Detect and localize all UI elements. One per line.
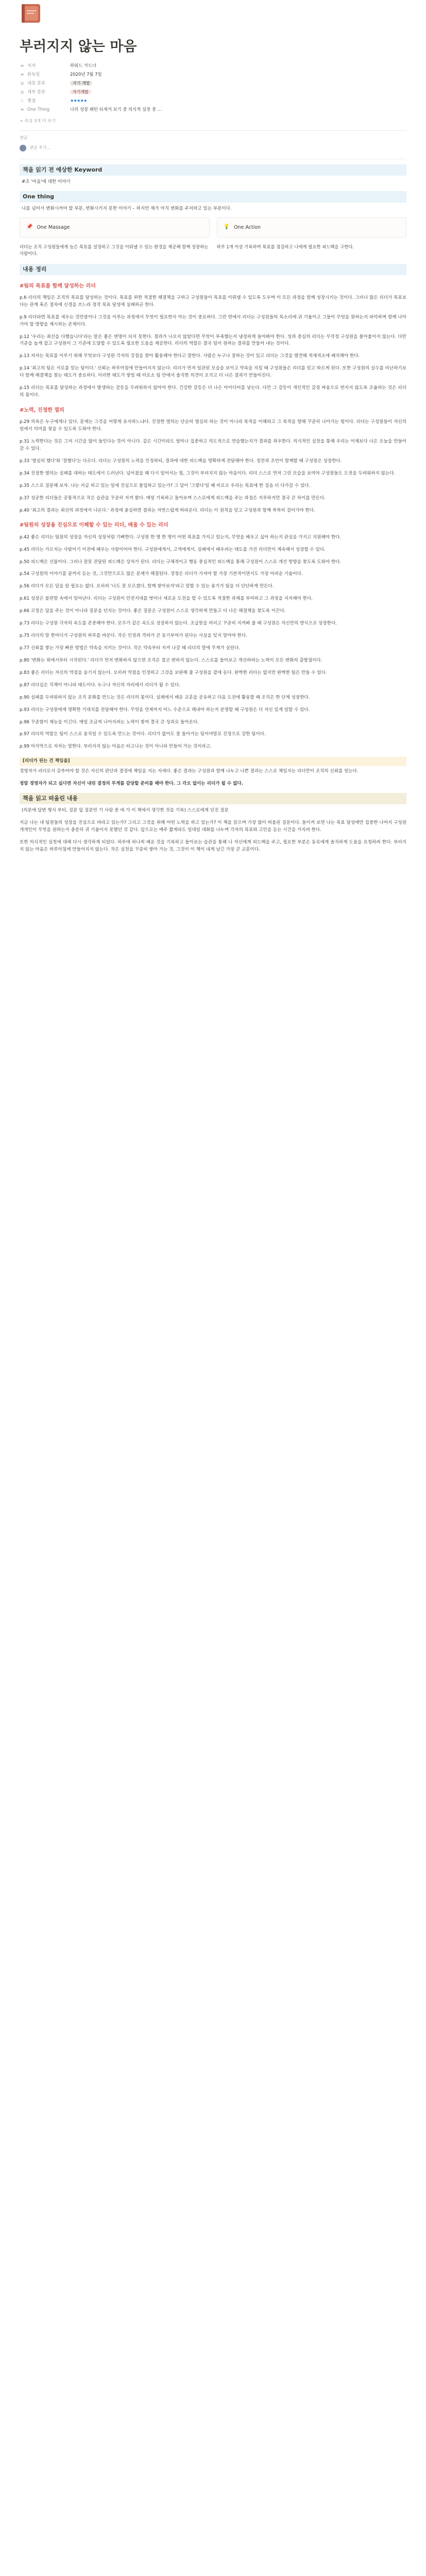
property-row[interactable] bbox=[20, 71, 406, 79]
paragraph: p.80 '변화는 위에서부터 시작된다.' 리더가 먼저 변화하지 않으면 조직은 결코 변하지 않는다. 스스로를 돌아보고 개선하려는 노력이 모든 변화의 출발점이다. bbox=[20, 657, 322, 663]
paragraph: p.40 '최고의 결과는 최선의 과정에서 나온다.' 과정에 충실하면 결과는 자연스럽게 따라온다. 리더는 이 원칙을 믿고 구성원과 함께 묵묵히 걸어가야 한다. bbox=[20, 507, 315, 513]
one-message-callout bbox=[20, 217, 210, 237]
property-icon: ≡ bbox=[20, 63, 24, 68]
paragraph: p.35 스스로 질문해 보자. 나는 지금 하고 있는 일에 진심으로 몰입하고 있는가? 그 답이 '그렇다'일 때 비로소 우리는 목표에 한 걸음 더 다가갈 수 있다. bbox=[20, 483, 311, 488]
summary-heading: 내용 정리 bbox=[20, 264, 406, 275]
keyword-heading: 책을 읽기 전 예상한 Keyword bbox=[20, 164, 406, 176]
paragraph: p.61 성장은 불편함 속에서 일어난다. 리더는 구성원이 안전지대를 벗어나 새로운 도전을 할 수 있도록 적절한 과제를 부여하고 그 과정을 지지해야 한다. bbox=[20, 596, 313, 602]
one-action-label: One Action bbox=[233, 224, 261, 230]
one-message-label: One Massage bbox=[37, 224, 70, 230]
book-icon[interactable] bbox=[20, 3, 42, 24]
paragraph: 또한 의식적인 실천에 대해 다시 생각하게 되었다. 하루에 하나씩 배운 것을 기록하고 돌아보는 습관을 통해 나 자신에게 피드백을 주고, 필요한 부분은 동료에게 솔직하게 도움을 요청하려 한다. 부러지지 않는 마음은 하루아침에 만들어지지 않는다. 작은 실천을 꾸준히 쌓아 가는 것, 그것이 이 책이 내게 남긴 가장 큰 교훈이다. bbox=[20, 839, 406, 852]
onething-text: 나를 넘어서 변화시켜야 할 부분, 변화시키지 못한 이야기 – 하지만 제가 아직 변화를 주저하고 있는 부분이다. bbox=[22, 206, 232, 211]
property-icon: ◎ bbox=[20, 80, 24, 86]
property-name: ◎ 세부 분류 bbox=[20, 89, 70, 96]
property-name: ≡ 저자 bbox=[20, 62, 70, 70]
callout-text-row bbox=[20, 244, 406, 258]
paragraph: p.50 피드백은 선물이다. 그러나 잘못 전달된 피드백은 상처가 된다. 리더는 구체적이고 행동 중심적인 피드백을 통해 구성원이 스스로 개선 방향을 찾도록 도와야 한다. bbox=[20, 559, 342, 565]
paragraph: p.73 리더는 구성원 각자의 속도를 존중해야 한다. 모두가 같은 속도로 성장하지 않는다. 조급함을 버리고 꾸준히 지켜봐 줄 때 구성원은 자신만의 방식으로 성장한다. bbox=[20, 621, 337, 626]
one-action-text: 하루 1개 이상 기록하며 목표를 점검하고 나에게 필요한 피드백을 구한다. bbox=[216, 244, 354, 249]
paragraph: p.93 리더는 구성원에게 명확한 기대치를 전달해야 한다. 무엇을 언제까지 어느 수준으로 해내야 하는지 분명할 때 구성원은 더 자신 있게 일할 수 있다. bbox=[20, 707, 310, 713]
one-action-callout bbox=[217, 217, 407, 237]
paragraph: p.97 리더의 역할은 팀이 스스로 움직일 수 있도록 만드는 것이다. 리더가 없어도 잘 돌아가는 팀이야말로 진정으로 강한 팀이다. bbox=[20, 732, 266, 737]
property-row[interactable] bbox=[20, 79, 406, 88]
paragraph: p.75 리더의 말 한마디가 구성원의 하루를 바꾼다. 작은 인정과 격려가 큰 동기부여가 된다는 사실을 잊지 말아야 한다. bbox=[20, 633, 247, 639]
paragraph: p.56 리더가 모든 답을 알 필요는 없다. 오히려 '나도 잘 모르겠다, 함께 찾아보자'라고 말할 수 있는 용기가 팀을 더 단단하게 만든다. bbox=[20, 584, 274, 589]
onething-heading: One thing bbox=[20, 191, 406, 202]
after-reading-body bbox=[20, 820, 406, 854]
property-value[interactable]: 2020년 7월 7일 bbox=[70, 72, 102, 77]
paragraph: p.83 좋은 리더는 자신의 약점을 숨기지 않는다. 오히려 약점을 인정하고 그것을 보완해 줄 구성원을 곁에 둔다. 완벽한 리더는 없지만 완벽한 팀은 만들 수 있다. bbox=[20, 670, 327, 675]
pin-icon: 📌 bbox=[26, 224, 33, 230]
comment-input-row[interactable] bbox=[20, 145, 406, 151]
section-heading-2: #노력, 진정한 열의 bbox=[20, 408, 64, 413]
paragraph: p.9 리더라면 목표를 세우는 것만큼이나 그것을 이루는 과정에서 무엇이 필요한지 아는 것이 중요하다. 그런 면에서 리더는 구성원들의 목소리에 귀 기울이고 그들이 무엇을 원하는지 파악하며 함께 나아가야 할 방향을 제시하는 존재이다. bbox=[20, 314, 406, 327]
property-list bbox=[20, 62, 406, 114]
property-icon: ◎ bbox=[20, 89, 24, 94]
paragraph: p.13 저자는 목표를 이루기 위해 무엇보다 구성원 각자의 강점을 찾아 활용해야 한다고 말한다. 사람은 누구나 잘하는 것이 있고 리더는 그것을 발견해 적재적소에 배치해야 한다. bbox=[20, 353, 360, 359]
after-reading-heading: 책을 읽고 떠올린 내용 bbox=[20, 793, 406, 804]
property-row[interactable] bbox=[20, 97, 406, 106]
paragraph: p.45 리더는 가르치는 사람이기 이전에 배우는 사람이어야 한다. 구성원에게서, 고객에게서, 실패에서 배우려는 태도를 가진 리더만이 계속해서 성장할 수 있다. bbox=[20, 547, 326, 552]
property-value[interactable]: 자기계발 bbox=[70, 89, 91, 96]
paragraph: p.14 '최고의 팀은 서로를 믿는 팀이다.' 신뢰는 하루아침에 만들어지지 않는다. 리더가 먼저 일관된 모습을 보이고 약속을 지킬 때 구성원들은 리더를 믿고 따르게 된다. 또한 구성원의 실수를 비난하기보다 함께 해결책을 찾는 태도가 중요하다. 이러한 태도가 쌓일 때 비로소 팀 안에서 솔직한 의견이 오가고 더 나은 결과가 만들어진다. bbox=[20, 366, 406, 379]
paragraph: p.54 구성원의 이야기를 끝까지 듣는 것, 그것만으로도 많은 문제가 해결된다. 경청은 리더가 가져야 할 가장 기본적이면서도 가장 어려운 기술이다. bbox=[20, 571, 303, 577]
one-message-text: 리더는 조직 구성원들에게 높은 목표를 설정하고 그것을 이뤄낼 수 있는 환경을 제공해 함께 성장하는 사람이다. bbox=[20, 244, 209, 257]
after-reading-quote: (의문에 답변 형식 부터, 질문 앞 질문만 기 사람 중 에 가 이 책에서 생각한 것을 기록) 스스로에게 던진 질문 bbox=[22, 807, 229, 813]
paragraph: p.31 노력한다는 것은 그저 시간을 많이 들인다는 뜻이 아니다. 같은 시간이라도 얼마나 집중하고 의도적으로 연습했는지가 결과를 좌우한다. 의식적인 실천을 통해 우리는 어제보다 나은 오늘을 만들어 갈 수 있다. bbox=[20, 439, 406, 451]
paragraph: p.96 꾸준함이 재능을 이긴다. 매일 조금씩 나아지려는 노력이 쌓여 결국 큰 성과로 돌아온다. bbox=[20, 719, 199, 725]
avatar bbox=[20, 145, 26, 151]
section-heading-1: #팀의 목표를 함께 달성하는 리더 bbox=[20, 283, 96, 289]
paragraph: p.12 '우리는 최선을 다했습니다'라는 말은 좋은 변명이 되지 못한다. 결과가 나오지 않았다면 무엇이 부족했는지 냉정하게 돌아봐야 한다. 성과 중심의 리더는 무작정 구성원을 몰아붙이지 않는다. 다만 기준을 높게 잡고 구성원이 그 기준에 도달할 수 있도록 필요한 도움을 제공한다. 리더의 역할은 결국 팀이 원하는 결과를 만들어 내는 것이다. bbox=[20, 334, 406, 347]
property-icon: ☆ bbox=[20, 98, 24, 103]
reference-text: 경영자가 리더로서 갖추어야 할 것은 자신의 판단과 결정에 책임을 지는 자세다. 좋은 결과는 구성원과 함께 나누고 나쁜 결과는 스스로 책임지는 리더만이 조직의 신뢰를 얻는다. bbox=[20, 769, 359, 774]
property-icon: ≡ bbox=[20, 72, 24, 77]
page-cover bbox=[0, 0, 426, 9]
callout-pair bbox=[20, 217, 406, 237]
section-body-2 bbox=[20, 419, 406, 514]
paragraph: p.77 신뢰를 쌓는 가장 빠른 방법은 약속을 지키는 것이다. 작은 약속부터 지켜 나갈 때 리더의 말에 무게가 실린다. bbox=[20, 645, 240, 651]
property-name: ◎ 대표 분류 bbox=[20, 80, 70, 87]
more-properties-link[interactable]: + 속성 3개 더 보기 bbox=[20, 117, 56, 123]
paragraph: p.34 진정한 열의는 실패를 대하는 태도에서 드러난다. 넘어졌을 때 다시 일어서는 힘, 그것이 부러지지 않는 마음이다. 리더 스스로 먼저 그런 모습을 보여야 구성원들도 도전을 두려워하지 않는다. bbox=[20, 470, 396, 476]
paragraph: p.29 의욕은 누구에게나 있다. 문제는 그것을 어떻게 유지하느냐다. 진정한 열의는 단순히 열심히 하는 것이 아니라 목적을 이해하고 그 목적을 향해 꾸준히 나아가는 힘이다. 리더는 구성원들이 자신의 일에서 의미를 찾을 수 있도록 도와야 한다. bbox=[20, 419, 406, 432]
comments-label: 댓글 bbox=[20, 135, 28, 141]
property-name: ≡ One Thing bbox=[20, 106, 70, 113]
page-title: 부러지지 않는 마음 bbox=[20, 39, 137, 55]
property-row[interactable] bbox=[20, 106, 406, 114]
page bbox=[0, 0, 426, 879]
paragraph: p.42 좋은 리더는 팀원의 성장을 자신의 성장처럼 기뻐한다. 구성원 한 명 한 명이 어떤 목표를 가지고 있는지, 무엇을 배우고 싶어 하는지 관심을 가지고 지원해야 한다. bbox=[20, 534, 342, 540]
paragraph: p.90 실패를 두려워하지 않는 조직 문화를 만드는 것은 리더의 몫이다. 실패에서 배운 교훈을 공유하고 다음 도전에 활용할 때 조직은 한 단계 성장한다. bbox=[20, 694, 310, 700]
paragraph: p.33 '열심히 했다'와 '잘했다'는 다르다. 리더는 구성원의 노력을 인정하되, 결과에 대한 피드백을 명확하게 전달해야 한다. 칭찬과 조언이 함께할 때 구성원은 성장한다. bbox=[20, 458, 342, 464]
property-name: ☆ 별점 bbox=[20, 97, 70, 105]
paragraph: p.6 리더의 책임은 조직의 목표를 달성하는 것이다. 목표를 위한 적절한 해결책을 구하고 구성원들이 목표를 이뤄낼 수 있도록 도우며 이 모든 과정을 함께 성장시키는 것이다. 그러나 많은 리더가 목표보다는 관계 혹은 절차에 신경을 쓰느라 정작 목표 달성에 실패하곤 한다. bbox=[20, 295, 406, 308]
keyword-text: #조 '마음'에 대한 이야기 bbox=[22, 179, 71, 184]
property-name: ≡ 완독일 bbox=[20, 71, 70, 78]
section-body-3 bbox=[20, 534, 406, 751]
section-body-1 bbox=[20, 295, 406, 399]
property-value[interactable]: 자기 계발 bbox=[70, 80, 92, 87]
property-icon: ≡ bbox=[20, 107, 24, 112]
property-value[interactable]: ★★★★★ bbox=[70, 98, 87, 104]
paragraph: p.87 리더십은 직책이 아니라 태도이다. 누구나 자신의 자리에서 리더가 될 수 있다. bbox=[20, 682, 180, 688]
comment-input[interactable]: 댓글 추가... bbox=[29, 145, 51, 150]
bulb-icon: 💡 bbox=[223, 224, 230, 230]
paragraph: p.66 코칭은 답을 주는 것이 아니라 질문을 던지는 것이다. 좋은 질문은 구성원이 스스로 생각하게 만들고 더 나은 해결책을 찾도록 이끈다. bbox=[20, 608, 286, 614]
property-value[interactable]: 하워드 가드너 bbox=[70, 63, 97, 69]
property-value[interactable]: 나의 성장 패턴 되새겨 보기 중 의식적 실천 중 ... bbox=[70, 107, 162, 112]
paragraph: p.99 마지막으로 저자는 말한다. 부러지지 않는 마음은 타고나는 것이 아니라 만들어 가는 것이라고. bbox=[20, 744, 212, 750]
reference-label: [리더가 된는 건 책임을] bbox=[20, 757, 406, 766]
property-row[interactable] bbox=[20, 62, 406, 71]
paragraph: p.15 리더는 목표를 달성하는 과정에서 발생하는 갈등을 두려워하지 않아야 한다. 건강한 갈등은 더 나은 아이디어를 낳는다. 다만 그 갈등이 개인적인 감정 싸움으로 번지지 않도록 조율하는 것은 리더의 몫이다. bbox=[20, 385, 406, 398]
paragraph: 지금 나는 내 팀원들의 성장을 진심으로 바라고 있는가? 그리고 그것을 위해 어떤 노력을 하고 있는가? 이 책을 읽으며 가장 많이 떠올린 질문이다. 돌이켜 보면 나는 목표 달성에만 집중한 나머지 구성원 개개인이 무엇을 원하는지 충분히 귀 기울이지 못했던 것 같다. 앞으로는 매주 짧게라도 일대일 대화를 나누며 각자의 목표와 고민을 듣는 시간을 가지려 한다. bbox=[20, 820, 406, 833]
section-heading-3: #팀원의 성장을 진심으로 이해할 수 있는 리더, 배울 수 있는 리더 bbox=[20, 522, 168, 529]
reference-bold-text: 정말 경영자가 되고 싶다면 자신이 내린 결정의 무게를 감당할 준비를 해야 한다. 그 각오 없이는 리더가 될 수 없다. bbox=[20, 781, 243, 787]
property-row[interactable] bbox=[20, 88, 406, 97]
paragraph: p.37 성공한 리더들은 공통적으로 작은 습관을 꾸준히 지켜 왔다. 매일 기록하고 돌아보며 스스로에게 피드백을 주는 과정은 지루하지만 결국 큰 차이를 만든다. bbox=[20, 495, 326, 501]
divider bbox=[20, 130, 406, 131]
